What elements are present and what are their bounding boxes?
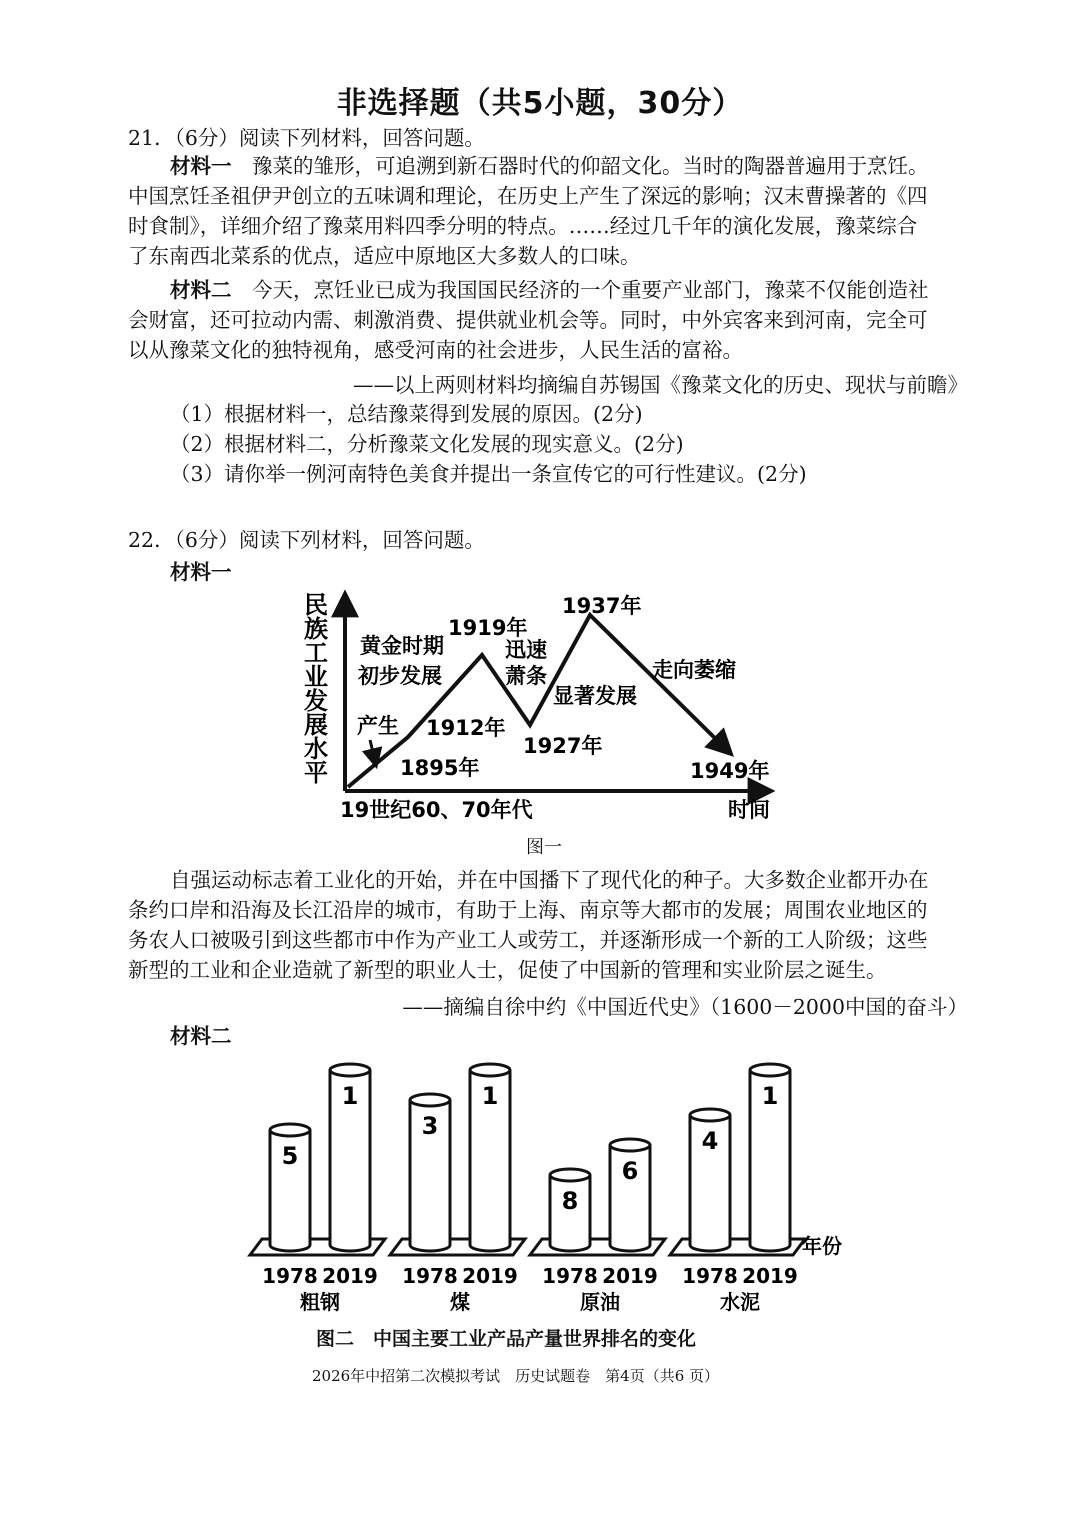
q21-material1-label: 材料一 xyxy=(170,154,232,178)
q21-material2-line1: 材料二 今天，烹饪业已成为我国国民经济的一个重要产业部门，豫菜不仅能创造社 xyxy=(170,278,929,302)
bar-top-2-0 xyxy=(550,1169,590,1181)
q22-material1-label: 材料一 xyxy=(170,560,232,584)
bar-top-1-1 xyxy=(470,1064,510,1076)
q21-sub2: （2）根据材料二，分析豫菜文化发展的现实意义。(2分) xyxy=(170,432,684,456)
q21-material1-line1: 材料一 豫菜的雏形，可追溯到新石器时代的仰韶文化。当时的陶器普遍用于烹饪。 xyxy=(170,154,929,178)
x-axis-label: 时间 xyxy=(728,798,770,822)
figure1-diagram xyxy=(300,585,800,855)
label-initial: 初步发展 xyxy=(358,664,442,688)
q22-head: 22．（6分）阅读下列材料，回答问题。 xyxy=(128,528,485,552)
label-wither: 走向萎缩 xyxy=(652,658,736,682)
q21-material1-line2: 中国烹饪圣祖伊尹创立的五味调和理论，在历史上产生了深远的影响；汉末曹操著的《四 xyxy=(128,184,928,208)
figure2-chart xyxy=(240,1050,860,1320)
x-origin-label: 19世纪60、70年代 xyxy=(340,798,533,822)
label-1912: 1912年 xyxy=(426,716,506,740)
bar-top-3-0 xyxy=(690,1109,730,1121)
bar-top-2-1 xyxy=(610,1139,650,1151)
label-decline: 萧条 xyxy=(505,664,547,688)
birth-arrow xyxy=(370,740,376,765)
year-label-2-0: 1978 xyxy=(542,1264,598,1288)
rank-label-0-0: 5 xyxy=(281,1142,299,1170)
q21-head: 21．（6分）阅读下列材料，回答问题。 xyxy=(128,126,485,150)
label-1949: 1949年 xyxy=(690,759,770,783)
label-1919: 1919年 xyxy=(448,616,528,640)
rank-label-2-0: 8 xyxy=(561,1187,579,1215)
page-footer: 2026年中招第二次模拟考试 历史试题卷 第4页（共6 页） xyxy=(312,1367,720,1385)
year-label-2-1: 2019 xyxy=(602,1264,658,1288)
product-label-1: 煤 xyxy=(450,1290,470,1314)
bar-top-0-1 xyxy=(330,1064,370,1076)
figure1-caption: 图一 xyxy=(526,837,562,858)
y-axis-label xyxy=(304,591,328,787)
q22-para-line4: 新型的工业和企业造就了新型的职业人士，促使了中国新的管理和实业阶层之诞生。 xyxy=(128,958,887,982)
svg-text:民族工业发展水平: 民族工业发展水平 xyxy=(304,591,328,787)
year-label-1-1: 2019 xyxy=(462,1264,518,1288)
q21-material2-label: 材料二 xyxy=(170,278,232,302)
q22-para-line3: 务农人口被吸引到这些都市中作为产业工人或劳工，并逐渐形成一个新的工人阶级；这些 xyxy=(128,928,928,952)
label-golden: 黄金时期 xyxy=(360,634,444,658)
q21-material2-line3: 以从豫菜文化的独特视角，感受河南的社会进步，人民生活的富裕。 xyxy=(128,338,743,362)
year-axis-label: 年份 xyxy=(802,1234,842,1258)
rank-label-3-0: 4 xyxy=(701,1127,719,1155)
bar-top-1-0 xyxy=(410,1094,450,1106)
q21-material2-line2: 会财富，还可拉动内需、刺激消费、提供就业机会等。同时，中外宾客来到河南，完全可 xyxy=(128,308,928,332)
section-title: 非选择题（共5小题，30分） xyxy=(336,86,744,121)
q21-sub3: （3）请你举一例河南特色美食并提出一条宣传它的可行性建议。(2分) xyxy=(170,462,807,486)
year-label-1-0: 1978 xyxy=(402,1264,458,1288)
rank-label-1-1: 1 xyxy=(481,1082,499,1110)
q21-sub1: （1）根据材料一，总结豫菜得到发展的原因。(2分) xyxy=(170,402,643,426)
rank-label-2-1: 6 xyxy=(621,1157,639,1185)
rank-label-3-1: 1 xyxy=(761,1082,779,1110)
product-label-2: 原油 xyxy=(580,1290,620,1314)
rank-label-0-1: 1 xyxy=(341,1082,359,1110)
q22-para-line2: 条约口岸和沿海及长江沿岸的城市，有助于上海、南京等大都市的发展；周围农业地区的 xyxy=(128,898,928,922)
year-label-0-0: 1978 xyxy=(262,1264,318,1288)
year-label-3-1: 2019 xyxy=(742,1264,798,1288)
figure2-caption: 图二 中国主要工业产品产量世界排名的变化 xyxy=(316,1328,697,1350)
q21-material1-line3: 时食制》，详细介绍了豫菜用料四季分明的特点。……经过几千年的演化发展，豫菜综合 xyxy=(128,214,918,238)
label-1895: 1895年 xyxy=(400,756,480,780)
bar-top-3-1 xyxy=(750,1064,790,1076)
bar-top-0-0 xyxy=(270,1124,310,1136)
q21-material1-line4: 了东南西北菜系的优点，适应中原地区大多数人的口味。 xyxy=(128,244,641,268)
q21-source: ——以上两则材料均摘编自苏锡国《豫菜文化的历史、现状与前瞻》 xyxy=(353,373,968,397)
year-label-0-1: 2019 xyxy=(322,1264,378,1288)
label-birth: 产生 xyxy=(357,714,399,738)
product-label-3: 水泥 xyxy=(720,1290,760,1314)
label-notable: 显著发展 xyxy=(553,684,637,708)
label-fast: 迅速 xyxy=(505,638,547,662)
year-label-3-0: 1978 xyxy=(682,1264,738,1288)
q22-source: ——摘编自徐中约《中国近代史》（1600－2000中国的奋斗） xyxy=(402,995,968,1019)
label-1927: 1927年 xyxy=(523,734,603,758)
product-label-0: 粗钢 xyxy=(300,1290,340,1314)
label-1937: 1937年 xyxy=(562,594,642,618)
q22-material2-label: 材料二 xyxy=(170,1024,232,1048)
rank-label-1-0: 3 xyxy=(421,1112,439,1140)
q22-para-line1: 自强运动标志着工业化的开始，并在中国播下了现代化的种子。大多数企业都开办在 xyxy=(170,868,929,892)
